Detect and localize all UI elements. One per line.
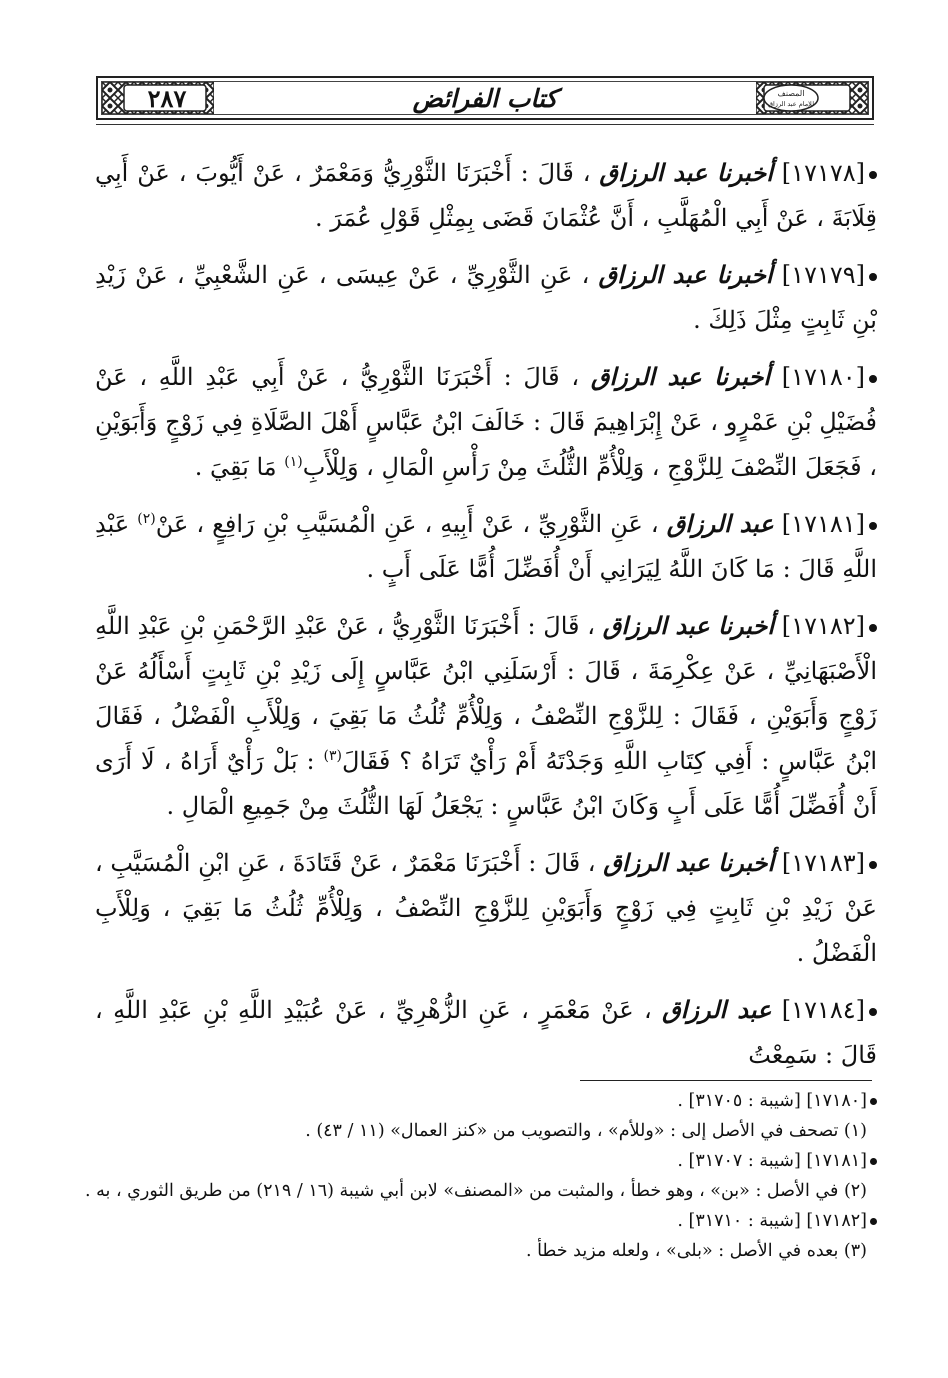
bullet-icon [869,624,877,632]
footnote-reference [95,1086,877,1116]
narrator-phrase: عبد الرزاق [662,995,772,1024]
seal-line-1: المصنف [777,89,805,98]
hadith-number: [١٧١٨٠] [781,363,865,391]
hadith-17179 [95,252,877,343]
footnotes [85,1086,877,1266]
narrator-phrase: أخبرنا عبد الرزاق [598,260,773,289]
header-rule [96,124,874,125]
hadith-list [95,150,877,1078]
footnote-note [95,1236,877,1266]
hadith-text: ، قَالَ : أَخْبَرَنَا الثَّوْرِيُّ ، عَنْ أَبِي عَبْدِ اللَّهِ ، عَنْ فُضَيْلِ بْنِ عَمْرٍو ، عَنْ إِبْرَاهِيمَ قَالَ : خَالَفَ ابْنُ عَبَّاسٍ أَهْلَ الصَّلَاةِ فِي زَوْجٍ وَأَبَوَيْنِ ، فَجَعَلَ النِّصْفَ لِلزَّوْجِ ، وَلِلْأُمِّ الثُّلُثَ مِنْ رَأْسِ الْمَالِ ، وَلِلْأَبِ [95,363,877,481]
footnote-text: (٢) في الأصل : «بن» ، وهو خطأ ، والمثبت من «المصنف» لابن أبي شيبة (١٦ / ٢١٩) من طريق الثوري ، به . [85,1181,867,1201]
hadith-number: [١٧١٧٩] [781,261,865,289]
hadith-17178 [95,150,877,241]
hadith-17183 [95,840,877,976]
hadith-17184 [95,987,877,1078]
footnote-reference [95,1146,877,1176]
hadith-text: ، قَالَ : أَخْبَرَنَا مَعْمَرٌ ، عَنْ قَتَادَةَ ، عَنِ ابْنِ الْمُسَيَّبِ ، عَنْ زَيْدِ بْنِ ثَابِتٍ فِي زَوْجٍ وَأَبَوَيْنِ لِلزَّوْجِ النِّصْفُ ، وَلِلْأُمِّ ثُلُثُ مَا بَقِيَ ، وَلِلْأَبِ الْفَضْلُ . [95,849,878,967]
footnote-marker: (٢) [137,511,156,527]
hadith-number: [١٧١٨١] [781,510,865,538]
bullet-icon [869,522,877,530]
bullet-icon [869,861,877,869]
hadith-text: ، قَالَ : أَخْبَرَنَا الثَّوْرِيُّ وَمَعْمَرٌ ، عَنْ أَيُّوبَ ، عَنْ أَبِي قِلَابَةَ ، عَنْ أَبِي الْمُهَلَّبِ ، أَنَّ عُثْمَانَ قَضَى بِمِثْلِ قَوْلِ عُمَرَ . [95,159,877,232]
footnote-text: (١) تصحف في الأصل إلى : «وللأم» ، والتصويب من «كنز العمال» (١١ / ٤٣) . [305,1121,867,1141]
footnote-note [95,1116,877,1146]
hadith-17181 [95,501,877,592]
narrator-phrase: عبد الرزاق [666,509,774,538]
hadith-text: ، عَنِ الثَّوْرِيِّ ، عَنْ أَبِيهِ ، عَنِ الْمُسَيَّبِ بْنِ رَافِعٍ ، عَنْ [155,510,659,538]
hadith-number: [١٧١٧٨] [781,159,865,187]
bullet-icon [869,171,877,179]
footnote-separator [580,1080,872,1081]
publisher-seal [762,83,820,113]
bullet-icon [870,1158,877,1165]
hadith-number: [١٧١٨٣] [781,849,866,877]
hadith-17182 [95,603,877,829]
footnote-marker: (١) [284,454,303,470]
hadith-number: [١٧١٨٢] [781,612,865,640]
hadith-17180 [95,354,877,490]
bullet-icon [869,1008,877,1016]
hadith-text-continued: : بَلْ رَأْيٌ أَرَاهُ ، لَا أَرَى أَنْ أُفَضِّلَ أُمًّا عَلَى أَبٍ وَكَانَ ابْنُ عَبَّاسٍ : يَجْعَلُ لَهَا الثُّلُثَ مِنْ جَمِيعِ الْمَالِ . [95,747,877,820]
hadith-text: ، عَنِ الثَّوْرِيِّ ، عَنْ عِيسَى ، عَنِ الشَّعْبِيِّ ، عَنْ زَيْدِ بْنِ ثَابِتٍ مِثْلَ ذَلِكَ . [95,261,877,334]
hadith-text: ، عَنْ مَعْمَرٍ ، عَنِ الزُّهْرِيِّ ، عَنْ عُبَيْدِ اللَّهِ بْنِ عَبْدِ اللَّهِ ، قَالَ : سَمِعْتُ [95,996,877,1069]
footnote-text: (٣) بعده في الأصل : «بلى» ، ولعله مزيد خطأ . [525,1241,867,1261]
bullet-icon [869,375,877,383]
bullet-icon [869,273,877,281]
book-title: كتاب الفرائض [412,84,558,113]
narrator-phrase: أخبرنا عبد الرزاق [590,362,771,391]
page-number: ٢٨٧ [147,84,187,113]
narrator-phrase: أخبرنا عبد الرزاق [602,611,775,640]
bullet-icon [870,1218,877,1225]
narrator-phrase: أخبرنا عبد الرزاق [603,848,775,877]
hadith-text: ، قَالَ : أَخْبَرَنَا الثَّوْرِيُّ ، عَنْ عَبْدِ الرَّحْمَنِ بْنِ عَبْدِ اللَّهِ الْأَصْبَهَانِيِّ ، عَنْ عِكْرِمَةَ ، قَالَ : أَرْسَلَنِي ابْنُ عَبَّاسٍ إِلَى زَيْدِ بْنِ ثَابِتٍ أَسْأَلُهُ عَنْ زَوْجٍ وَأَبَوَيْنِ ، فَقَالَ : لِلزَّوْجِ النِّصْفُ ، وَلِلْأُمِّ ثُلُثُ مَا بَقِيَ ، وَلِلْأَبِ الْفَضْلُ ، فَقَالَ ابْنُ عَبَّاسٍ : أَفِي كِتَابِ اللَّهِ وَجَدْتَهُ أَمْ رَأْيٌ تَرَاهُ ؟ فَقَالَ [95,612,878,775]
footnote-text: [١٧١٨٠] [شيبة : ٣١٧٠٥] . [677,1091,867,1111]
narrator-phrase: أخبرنا عبد الرزاق [599,158,773,187]
footnote-note [85,1176,877,1206]
footnote-marker: (٣) [323,748,342,764]
page-header [96,76,874,120]
footnote-reference [95,1206,877,1236]
footnote-text: [١٧١٨٢] [شيبة : ٣١٧١٠] . [677,1211,867,1231]
hadith-text-continued: مَا بَقِيَ . [194,453,277,481]
seal-line-2: للإمام عبد الرزاق [767,100,815,108]
hadith-number: [١٧١٨٤] [781,996,865,1024]
hadith-text-continued: عَبْدِ اللَّهِ قَالَ : مَا كَانَ اللَّهُ لِيَرَانِي أَنْ أُفَضِّلَ أُمًّا عَلَى أَبٍ . [95,510,877,583]
bullet-icon [870,1098,877,1105]
footnote-text: [١٧١٨١] [شيبة : ٣١٧٠٧] . [677,1151,867,1171]
